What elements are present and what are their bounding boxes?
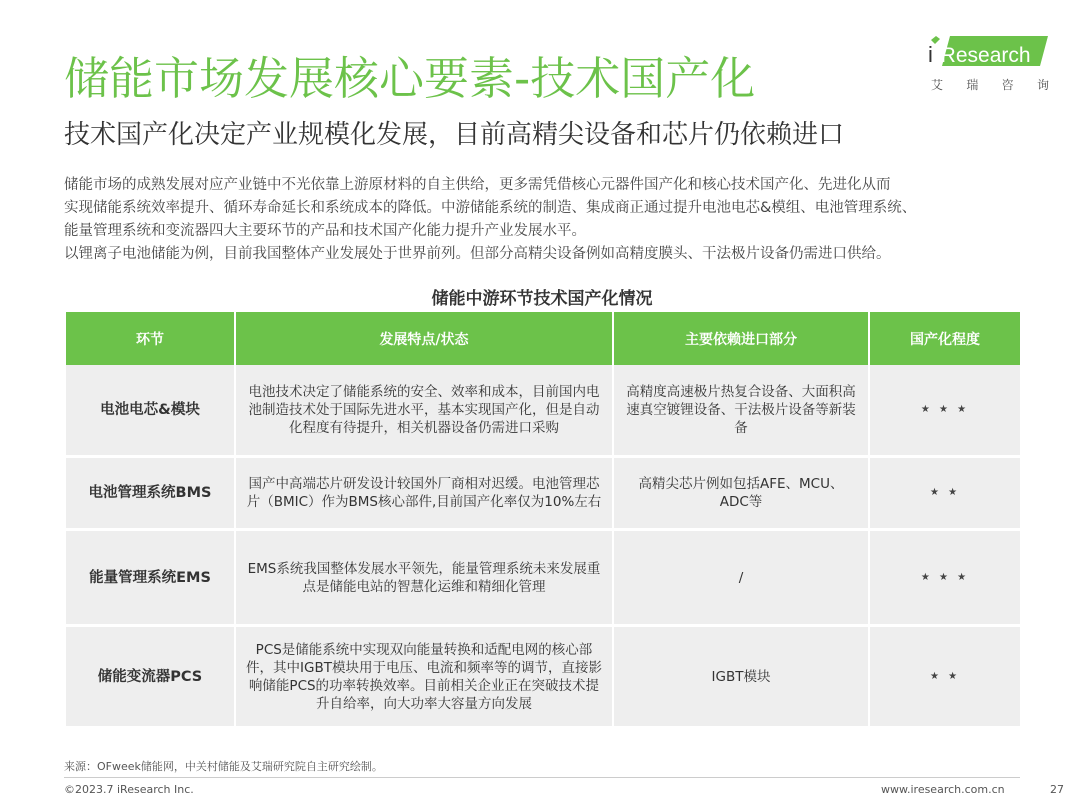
segment-cell: 电池管理系统BMS (66, 458, 234, 531)
level-stars: ★ ★ ★ (870, 531, 1020, 627)
status-cell: PCS是储能系统中实现双向能量转换和适配电网的核心部件，其中IGBT模块用于电压、电流和频率等的调节，直接影响储能PCS的功率转换效率。目前相关企业正在突破技术提升自给率，向大功率大容量方向发展 (236, 627, 612, 729)
page-title: 储能市场发展核心要素-技术国产化 (64, 52, 756, 105)
table-row (66, 531, 1020, 627)
header-status: 发展特点/状态 (236, 312, 612, 365)
intro-line: 以锂离子电池储能为例，目前我国整体产业发展处于世界前列。但部分高精尖设备例如高精度膜头、干法极片设备仍需进口供给。 (64, 246, 891, 262)
localization-table (64, 312, 1022, 729)
logo-brand-text: iResearch (936, 44, 1031, 67)
header-segment: 环节 (66, 312, 234, 365)
imports-cell: / (614, 531, 868, 627)
table-row (66, 627, 1020, 729)
table-row (66, 365, 1020, 458)
segment-cell: 储能变流器PCS (66, 627, 234, 729)
status-cell: 国产中高端芯片研发设计较国外厂商相对迟缓。电池管理芯片（BMIC）作为BMS核心部件,目前国产化率仅为10%左右 (236, 458, 612, 531)
intro-line: 能量管理系统和变流器四大主要环节的产品和技术国产化能力提升产业发展水平。 (64, 223, 586, 239)
table-row (66, 458, 1020, 531)
level-stars: ★ ★ (870, 458, 1020, 531)
header-level: 国产化程度 (870, 312, 1020, 365)
copyright: ©2023.7 iResearch Inc. (64, 783, 194, 796)
status-cell: EMS系统我国整体发展水平领先，能量管理系统未来发展重点是储能电站的智慧化运维和精细化管理 (236, 531, 612, 627)
intro-line: 储能市场的成熟发展对应产业链中不光依靠上游原材料的自主供给，更多需凭借核心元器件国产化和核心技术国产化、先进化从而 (64, 177, 891, 193)
svg-text:i: i (928, 42, 933, 67)
footer-divider (64, 777, 1020, 778)
status-cell: 电池技术决定了储能系统的安全、效率和成本，目前国内电池制造技术处于国际先进水平，基本实现国产化，但是自动化程度有待提升，相关机器设备仍需进口采购 (236, 365, 612, 458)
segment-cell: 能量管理系统EMS (66, 531, 234, 627)
page-subtitle: 技术国产化决定产业规模化发展，目前高精尖设备和芯片仍依赖进口 (64, 120, 845, 150)
imports-cell: 高精度高速极片热复合设备、大面积高速真空镀锂设备、干法极片设备等新装备 (614, 365, 868, 458)
source-note: 来源：OFweek储能网，中关村储能及艾瑞研究院自主研究绘制。 (64, 760, 383, 773)
imports-cell: IGBT模块 (614, 627, 868, 729)
intro-text (64, 174, 1039, 266)
header-imports: 主要依赖进口部分 (614, 312, 868, 365)
imports-cell: 高精尖芯片例如包括AFE、MCU、ADC等 (614, 458, 868, 531)
intro-line: 实现储能系统效率提升、循环寿命延长和系统成本的降低。中游储能系统的制造、集成商正通过提升电池电芯&模组、电池管理系统、 (64, 200, 917, 216)
iresearch-logo (928, 36, 1052, 96)
table-header-row (66, 312, 1020, 365)
table-caption: 储能中游环节技术国产化情况 (431, 289, 653, 309)
level-stars: ★ ★ ★ (870, 365, 1020, 458)
logo-chinese-name: 艾 瑞 咨 询 (931, 78, 1049, 92)
level-stars: ★ ★ (870, 627, 1020, 729)
page-number: 27 (1050, 783, 1064, 796)
website-link[interactable]: www.iresearch.com.cn (881, 783, 1005, 796)
iresearch-logo-mark (928, 36, 1048, 70)
segment-cell: 电池电芯&模块 (66, 365, 234, 458)
